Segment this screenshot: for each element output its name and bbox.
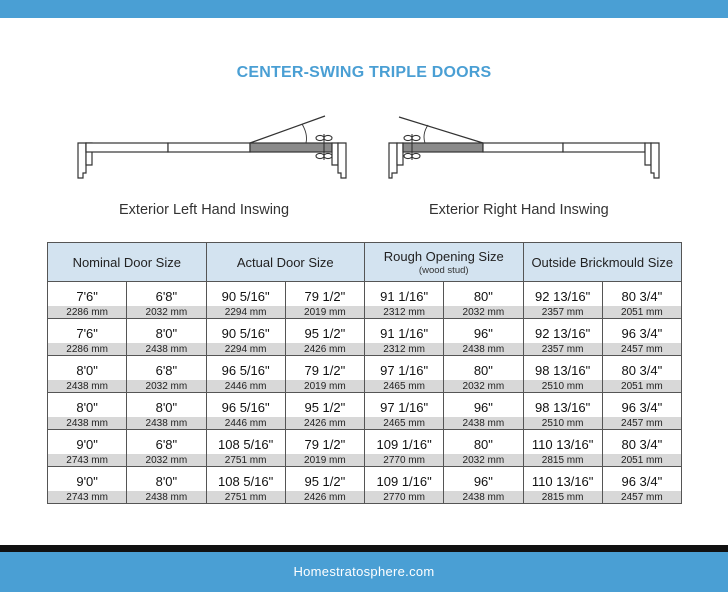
header-outside-brickmould-size: [523, 243, 682, 282]
imperial-size-cell: 98 13/16": [523, 393, 602, 418]
metric-size-cell: 2438 mm: [127, 343, 206, 356]
metric-size-cell: 2426 mm: [285, 343, 364, 356]
imperial-size-cell: 8'0": [48, 393, 127, 418]
header-label: Outside Brickmould Size: [531, 254, 674, 270]
metric-size-cell: 2815 mm: [523, 454, 602, 467]
imperial-size-cell: 108 5/16": [206, 430, 285, 455]
imperial-size-cell: 98 13/16": [523, 356, 602, 381]
imperial-size-cell: 92 13/16": [523, 282, 602, 307]
header-label: Nominal Door Size: [72, 254, 181, 270]
metric-size-cell: 2294 mm: [206, 306, 285, 319]
metric-size-cell: 2457 mm: [602, 343, 681, 356]
table-row: [48, 356, 682, 381]
header-label: Actual Door Size: [236, 254, 334, 270]
metric-size-cell: 2032 mm: [127, 454, 206, 467]
imperial-size-cell: 80 3/4": [602, 356, 681, 381]
header-sublabel: (wood stud): [418, 264, 469, 276]
imperial-size-cell: 96": [444, 319, 523, 344]
metric-size-cell: 2032 mm: [127, 380, 206, 393]
metric-size-cell: 2770 mm: [365, 454, 444, 467]
metric-size-cell: 2294 mm: [206, 343, 285, 356]
imperial-size-cell: 96 5/16": [206, 356, 285, 381]
imperial-size-cell: 79 1/2": [285, 356, 364, 381]
imperial-size-cell: 80": [444, 430, 523, 455]
imperial-size-cell: 9'0": [48, 430, 127, 455]
table-row-metric: [48, 491, 682, 504]
metric-size-cell: 2438 mm: [444, 491, 523, 504]
imperial-size-cell: 80 3/4": [602, 430, 681, 455]
imperial-size-cell: 92 13/16": [523, 319, 602, 344]
imperial-size-cell: 110 13/16": [523, 430, 602, 455]
imperial-size-cell: 8'0": [127, 467, 206, 492]
imperial-size-cell: 6'8": [127, 282, 206, 307]
imperial-size-cell: 79 1/2": [285, 430, 364, 455]
metric-size-cell: 2438 mm: [48, 417, 127, 430]
metric-size-cell: 2465 mm: [365, 417, 444, 430]
top-bar: [0, 0, 728, 18]
metric-size-cell: 2446 mm: [206, 380, 285, 393]
imperial-size-cell: 109 1/16": [365, 467, 444, 492]
right-inswing-diagram: [385, 110, 665, 185]
imperial-size-cell: 97 1/16": [365, 393, 444, 418]
metric-size-cell: 2286 mm: [48, 306, 127, 319]
metric-size-cell: 2751 mm: [206, 454, 285, 467]
imperial-size-cell: 7'6": [48, 319, 127, 344]
imperial-size-cell: 96 3/4": [602, 467, 681, 492]
table-row-metric: [48, 380, 682, 393]
imperial-size-cell: 97 1/16": [365, 356, 444, 381]
table-row: [48, 467, 682, 492]
table-row: [48, 430, 682, 455]
table-row: [48, 282, 682, 307]
caption-left-inswing: Exterior Left Hand Inswing: [119, 202, 290, 218]
imperial-size-cell: 91 1/16": [365, 282, 444, 307]
table-row-metric: [48, 343, 682, 356]
metric-size-cell: 2357 mm: [523, 306, 602, 319]
table-row: [48, 393, 682, 418]
metric-size-cell: 2438 mm: [444, 417, 523, 430]
footer-site-name: Homestratosphere.com: [0, 552, 728, 592]
metric-size-cell: 2051 mm: [602, 380, 681, 393]
metric-size-cell: 2751 mm: [206, 491, 285, 504]
imperial-size-cell: 90 5/16": [206, 282, 285, 307]
imperial-size-cell: 9'0": [48, 467, 127, 492]
imperial-size-cell: 80 3/4": [602, 282, 681, 307]
metric-size-cell: 2510 mm: [523, 417, 602, 430]
header-actual-door-size: [206, 243, 365, 282]
metric-size-cell: 2032 mm: [444, 306, 523, 319]
door-size-table: [47, 242, 682, 504]
metric-size-cell: 2815 mm: [523, 491, 602, 504]
imperial-size-cell: 95 1/2": [285, 467, 364, 492]
imperial-size-cell: 96": [444, 467, 523, 492]
imperial-size-cell: 79 1/2": [285, 282, 364, 307]
metric-size-cell: 2743 mm: [48, 491, 127, 504]
footer-divider: [0, 545, 728, 552]
metric-size-cell: 2051 mm: [602, 306, 681, 319]
metric-size-cell: 2438 mm: [444, 343, 523, 356]
imperial-size-cell: 109 1/16": [365, 430, 444, 455]
imperial-size-cell: 80": [444, 282, 523, 307]
header-label: Rough Opening Size: [383, 248, 504, 264]
metric-size-cell: 2770 mm: [365, 491, 444, 504]
table-row-metric: [48, 417, 682, 430]
imperial-size-cell: 96": [444, 393, 523, 418]
imperial-size-cell: 91 1/16": [365, 319, 444, 344]
metric-size-cell: 2032 mm: [444, 380, 523, 393]
imperial-size-cell: 95 1/2": [285, 319, 364, 344]
metric-size-cell: 2032 mm: [444, 454, 523, 467]
imperial-size-cell: 96 5/16": [206, 393, 285, 418]
table-header-row: [48, 243, 682, 282]
imperial-size-cell: 110 13/16": [523, 467, 602, 492]
caption-right-inswing: Exterior Right Hand Inswing: [429, 202, 609, 218]
imperial-size-cell: 80": [444, 356, 523, 381]
metric-size-cell: 2051 mm: [602, 454, 681, 467]
metric-size-cell: 2357 mm: [523, 343, 602, 356]
metric-size-cell: 2465 mm: [365, 380, 444, 393]
imperial-size-cell: 95 1/2": [285, 393, 364, 418]
left-inswing-diagram: [70, 110, 350, 185]
header-rough-opening-size: [365, 243, 524, 282]
metric-size-cell: 2438 mm: [127, 417, 206, 430]
imperial-size-cell: 96 3/4": [602, 319, 681, 344]
imperial-size-cell: 6'8": [127, 430, 206, 455]
metric-size-cell: 2312 mm: [365, 343, 444, 356]
header-nominal-door-size: [48, 243, 207, 282]
table-row-metric: [48, 306, 682, 319]
metric-size-cell: 2457 mm: [602, 491, 681, 504]
metric-size-cell: 2019 mm: [285, 454, 364, 467]
metric-size-cell: 2019 mm: [285, 306, 364, 319]
table-body: [48, 282, 682, 504]
imperial-size-cell: 8'0": [127, 393, 206, 418]
imperial-size-cell: 90 5/16": [206, 319, 285, 344]
imperial-size-cell: 108 5/16": [206, 467, 285, 492]
imperial-size-cell: 6'8": [127, 356, 206, 381]
metric-size-cell: 2019 mm: [285, 380, 364, 393]
metric-size-cell: 2286 mm: [48, 343, 127, 356]
imperial-size-cell: 7'6": [48, 282, 127, 307]
metric-size-cell: 2446 mm: [206, 417, 285, 430]
imperial-size-cell: 96 3/4": [602, 393, 681, 418]
imperial-size-cell: 8'0": [48, 356, 127, 381]
metric-size-cell: 2032 mm: [127, 306, 206, 319]
metric-size-cell: 2438 mm: [48, 380, 127, 393]
table-row: [48, 319, 682, 344]
table-row-metric: [48, 454, 682, 467]
page-title: CENTER-SWING TRIPLE DOORS: [236, 64, 492, 81]
metric-size-cell: 2312 mm: [365, 306, 444, 319]
metric-size-cell: 2510 mm: [523, 380, 602, 393]
metric-size-cell: 2438 mm: [127, 491, 206, 504]
metric-size-cell: 2426 mm: [285, 491, 364, 504]
metric-size-cell: 2743 mm: [48, 454, 127, 467]
metric-size-cell: 2426 mm: [285, 417, 364, 430]
metric-size-cell: 2457 mm: [602, 417, 681, 430]
imperial-size-cell: 8'0": [127, 319, 206, 344]
